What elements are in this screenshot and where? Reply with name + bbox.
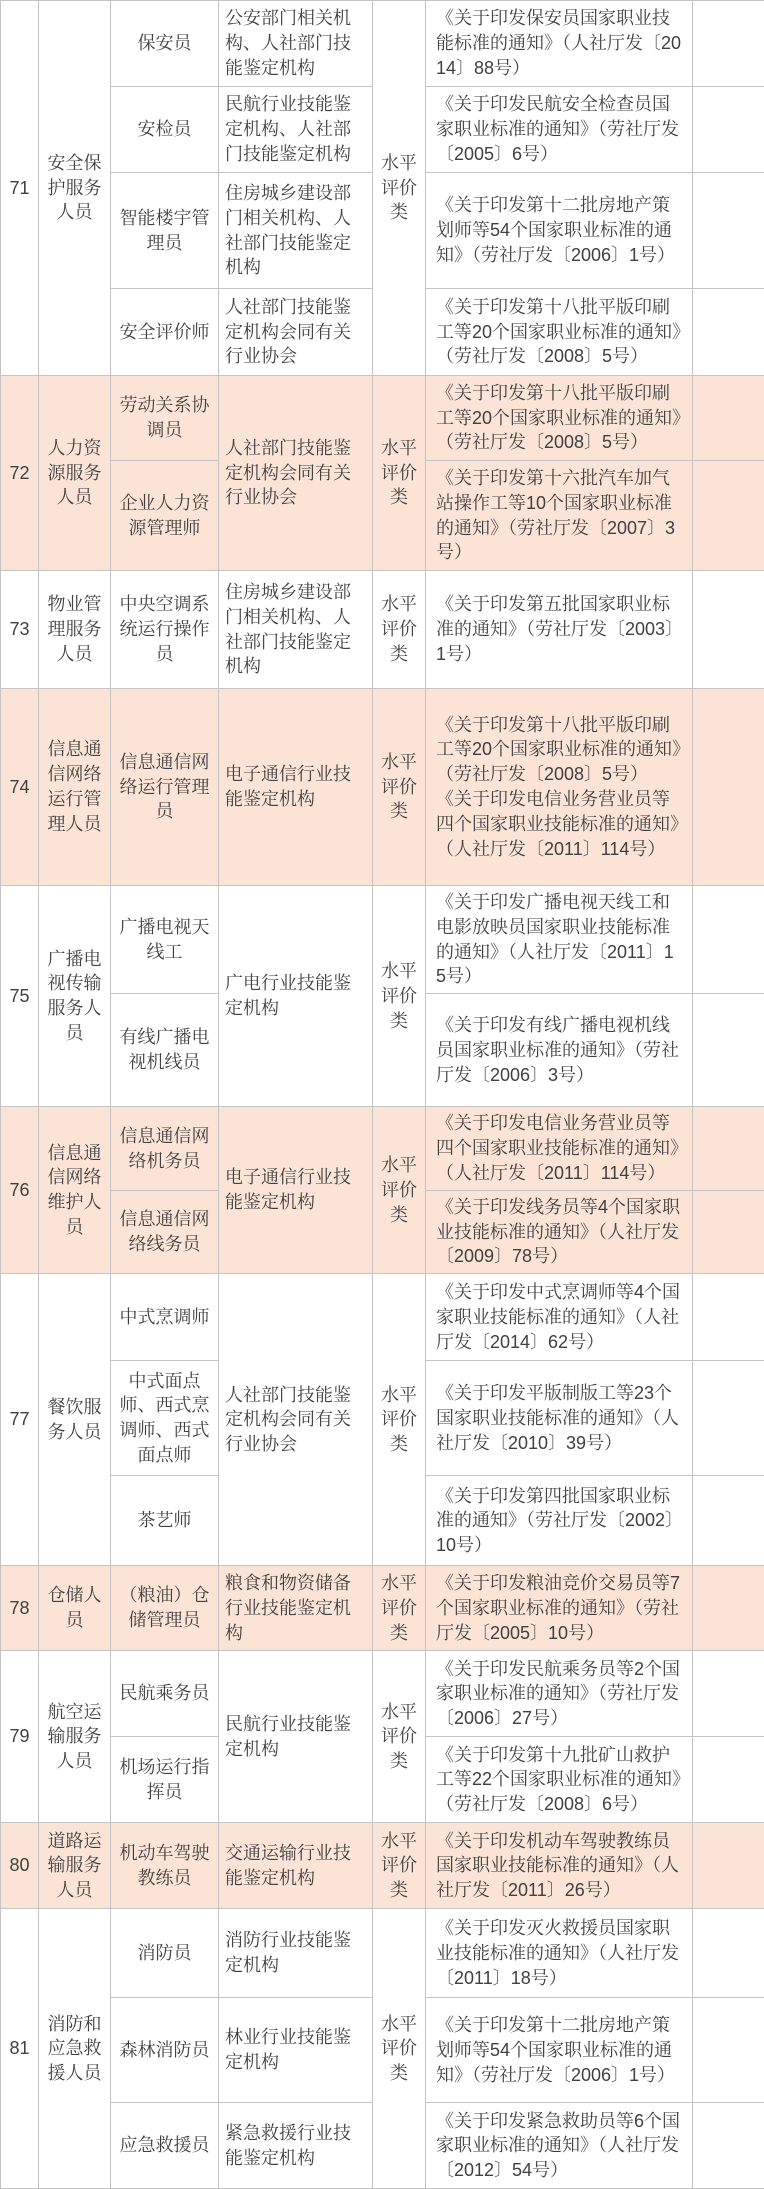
assessment-org-cell: 民航行业技能鉴定机构、人社部门技能鉴定机构 <box>219 87 373 173</box>
table-row <box>1 1909 764 1998</box>
assessment-org-cell: 交通运输行业技能鉴定机构 <box>219 1823 373 1909</box>
category-cell: 广播电视传输服务人员 <box>39 886 111 1107</box>
occupation-cell: 广播电视天线工 <box>111 886 219 994</box>
table-row <box>1 1566 764 1651</box>
notice-cell: 《关于印发第十六批汽车加气站操作工等10个国家职业标准的通知》（劳社厅发〔2007〕3号） <box>426 461 693 571</box>
occupation-cell: 机动车驾驶教练员 <box>111 1823 219 1909</box>
remarks-cell <box>693 886 764 994</box>
assessment-org-cell: 电子通信行业技能鉴定机构 <box>219 689 373 886</box>
category-cell: 信息通信网络运行管理人员 <box>39 689 111 886</box>
eval-type-cell: 水平评价类 <box>373 689 426 886</box>
notice-cell: 《关于印发广播电视天线工和电影放映员国家职业技能标准的通知》（人社厅发〔2011〕15号） <box>426 886 693 994</box>
occupation-cell: 保安员 <box>111 1 219 87</box>
notice-cell: 《关于印发平版制版工等23个国家职业技能标准的通知》（人社厅发〔2010〕39号） <box>426 1361 693 1476</box>
assessment-org-cell: 粮食和物资储备行业技能鉴定机构 <box>219 1566 373 1651</box>
notice-cell: 《关于印发第五批国家职业标准的通知》（劳社厅发〔2003〕1号） <box>426 571 693 689</box>
occupation-cell: 中式面点师、西式烹调师、西式面点师 <box>111 1361 219 1476</box>
notice-cell: 《关于印发民航乘务员等2个国家职业标准的通知》（劳社厅发〔2006〕27号） <box>426 1651 693 1737</box>
row-number: 72 <box>1 376 39 571</box>
table-row <box>1 1823 764 1909</box>
notice-cell: 《关于印发第十二批房地产策划师等54个国家职业标准的通知》（劳社厅发〔2006〕1号） <box>426 1998 693 2103</box>
category-cell: 信息通信网络维护人员 <box>39 1107 111 1274</box>
remarks-cell <box>693 461 764 571</box>
category-cell: 道路运输服务人员 <box>39 1823 111 1909</box>
assessment-org-cell: 林业行业技能鉴定机构 <box>219 1998 373 2103</box>
row-number: 81 <box>1 1909 39 2189</box>
occupation-cell: 机场运行指挥员 <box>111 1737 219 1823</box>
category-cell: 餐饮服务人员 <box>39 1274 111 1566</box>
occupation-cell: 安全评价师 <box>111 289 219 376</box>
notice-cell: 《关于印发有线广播电视机线员国家职业标准的通知》（劳社厅发〔2006〕3号） <box>426 994 693 1107</box>
remarks-cell <box>693 689 764 886</box>
notice-cell: 《关于印发粮油竞价交易员等7个国家职业标准的通知》（劳社厅发〔2005〕10号） <box>426 1566 693 1651</box>
assessment-org-cell: 广电行业技能鉴定机构 <box>219 886 373 1107</box>
remarks-cell <box>693 1737 764 1823</box>
occupation-cell: 信息通信网络运行管理员 <box>111 689 219 886</box>
remarks-cell <box>693 1190 764 1273</box>
remarks-cell <box>693 1361 764 1476</box>
table-row <box>1 1107 764 1190</box>
remarks-cell <box>693 1107 764 1190</box>
row-number: 74 <box>1 689 39 886</box>
assessment-org-cell: 人社部门技能鉴定机构会同有关行业协会 <box>219 376 373 571</box>
remarks-cell <box>693 1476 764 1566</box>
row-number: 77 <box>1 1274 39 1566</box>
assessment-org-cell: 住房城乡建设部门相关机构、人社部门技能鉴定机构 <box>219 571 373 689</box>
notice-cell: 《关于印发中式烹调师等4个国家职业技能标准的通知》（人社厅发〔2014〕62号） <box>426 1274 693 1361</box>
notice-cell: 《关于印发灭火救援员国家职业技能标准的通知》（人社厅发〔2011〕18号） <box>426 1909 693 1998</box>
notice-cell: 《关于印发第十八批平版印刷工等20个国家职业标准的通知》（劳社厅发〔2008〕5号） <box>426 289 693 376</box>
assessment-org-cell: 住房城乡建设部门相关机构、人社部门技能鉴定机构 <box>219 173 373 289</box>
assessment-org-cell: 民航行业技能鉴定机构 <box>219 1651 373 1823</box>
table-row <box>1 1651 764 1737</box>
assessment-org-cell: 人社部门技能鉴定机构会同有关行业协会 <box>219 289 373 376</box>
assessment-org-cell: 电子通信行业技能鉴定机构 <box>219 1107 373 1274</box>
occupation-cell: 森林消防员 <box>111 1998 219 2103</box>
table-row <box>1 689 764 886</box>
assessment-org-cell: 消防行业技能鉴定机构 <box>219 1909 373 1998</box>
occupation-cell: 中式烹调师 <box>111 1274 219 1361</box>
table-row <box>1 571 764 689</box>
table-row <box>1 886 764 994</box>
occupation-cell: 信息通信网络线务员 <box>111 1190 219 1273</box>
assessment-org-cell: 紧急救援行业技能鉴定机构 <box>219 2103 373 2189</box>
notice-cell: 《关于印发民航安全检查员国家职业标准的通知》（劳社厅发〔2005〕6号） <box>426 87 693 173</box>
eval-type-cell: 水平评价类 <box>373 376 426 571</box>
category-cell: 航空运输服务人员 <box>39 1651 111 1823</box>
eval-type-cell: 水平评价类 <box>373 1909 426 2189</box>
occupation-cell: 应急救援员 <box>111 2103 219 2189</box>
eval-type-cell: 水平评价类 <box>373 1823 426 1909</box>
remarks-cell <box>693 1909 764 1998</box>
remarks-cell <box>693 994 764 1107</box>
row-number: 76 <box>1 1107 39 1274</box>
row-number: 78 <box>1 1566 39 1651</box>
notice-cell: 《关于印发保安员国家职业技能标准的通知》（人社厅发〔2014〕88号） <box>426 1 693 87</box>
notice-cell: 《关于印发第四批国家职业标准的通知》（劳社厅发〔2002〕10号） <box>426 1476 693 1566</box>
remarks-cell <box>693 173 764 289</box>
remarks-cell <box>693 571 764 689</box>
assessment-org-cell: 公安部门相关机构、人社部门技能鉴定机构 <box>219 1 373 87</box>
assessment-org-cell: 人社部门技能鉴定机构会同有关行业协会 <box>219 1274 373 1566</box>
occupation-cell: 信息通信网络机务员 <box>111 1107 219 1190</box>
remarks-cell <box>693 1823 764 1909</box>
eval-type-cell: 水平评价类 <box>373 1566 426 1651</box>
row-number: 75 <box>1 886 39 1107</box>
occupation-cell: （粮油）仓储管理员 <box>111 1566 219 1651</box>
category-cell: 安全保护服务人员 <box>39 1 111 376</box>
occupation-cell: 中央空调系统运行操作员 <box>111 571 219 689</box>
remarks-cell <box>693 1274 764 1361</box>
eval-type-cell: 水平评价类 <box>373 1651 426 1823</box>
occupation-cell: 消防员 <box>111 1909 219 1998</box>
notice-cell: 《关于印发紧急救助员等6个国家职业标准的通知》（人社厅发〔2012〕54号） <box>426 2103 693 2189</box>
eval-type-cell: 水平评价类 <box>373 1274 426 1566</box>
notice-text: 《关于印发电信业务营业员等四个国家职业技能标准的通知》（人社厅发〔2011〕114号） <box>436 787 682 861</box>
eval-type-cell: 水平评价类 <box>373 571 426 689</box>
occupation-cell: 智能楼宇管理员 <box>111 173 219 289</box>
category-cell: 消防和应急救援人员 <box>39 1909 111 2189</box>
row-number: 79 <box>1 1651 39 1823</box>
occupation-cell: 民航乘务员 <box>111 1651 219 1737</box>
remarks-cell <box>693 289 764 376</box>
eval-type-cell: 水平评价类 <box>373 1107 426 1274</box>
table-row <box>1 1274 764 1361</box>
remarks-cell <box>693 376 764 461</box>
table-row <box>1 376 764 461</box>
occupation-cell: 有线广播电视机线员 <box>111 994 219 1107</box>
remarks-cell <box>693 87 764 173</box>
eval-type-cell: 水平评价类 <box>373 1 426 376</box>
remarks-cell <box>693 1998 764 2103</box>
notice-cell: 《关于印发第十八批平版印刷工等20个国家职业标准的通知》（劳社厅发〔2008〕5号） <box>426 376 693 461</box>
remarks-cell <box>693 1 764 87</box>
category-cell: 物业管理服务人员 <box>39 571 111 689</box>
notice-cell: 《关于印发机动车驾驶教练员国家职业技能标准的通知》（人社厅发〔2011〕26号） <box>426 1823 693 1909</box>
notice-text: 《关于印发第十八批平版印刷工等20个国家职业标准的通知》（劳社厅发〔2008〕5号） <box>436 713 682 787</box>
occupation-cell: 茶艺师 <box>111 1476 219 1566</box>
remarks-cell <box>693 1651 764 1737</box>
occupation-cell: 安检员 <box>111 87 219 173</box>
category-cell: 人力资源服务人员 <box>39 376 111 571</box>
row-number: 71 <box>1 1 39 376</box>
notice-cell: 《关于印发电信业务营业员等四个国家职业技能标准的通知》（人社厅发〔2011〕114号） <box>426 1107 693 1190</box>
remarks-cell <box>693 1566 764 1651</box>
category-cell: 仓储人员 <box>39 1566 111 1651</box>
notice-cell: 《关于印发线务员等4个国家职业技能标准的通知》（人社厅发〔2009〕78号） <box>426 1190 693 1273</box>
table-row <box>1 1 764 87</box>
notice-cell: 《关于印发第十二批房地产策划师等54个国家职业标准的通知》（劳社厅发〔2006〕1号） <box>426 173 693 289</box>
eval-type-cell: 水平评价类 <box>373 886 426 1107</box>
remarks-cell <box>693 2103 764 2189</box>
notice-cell: 《关于印发第十九批矿山救护工等22个国家职业标准的通知》（劳社厅发〔2008〕6号） <box>426 1737 693 1823</box>
row-number: 80 <box>1 1823 39 1909</box>
occupation-cell: 企业人力资源管理师 <box>111 461 219 571</box>
row-number: 73 <box>1 571 39 689</box>
notice-cell <box>426 689 693 886</box>
occupation-cell: 劳动关系协调员 <box>111 376 219 461</box>
